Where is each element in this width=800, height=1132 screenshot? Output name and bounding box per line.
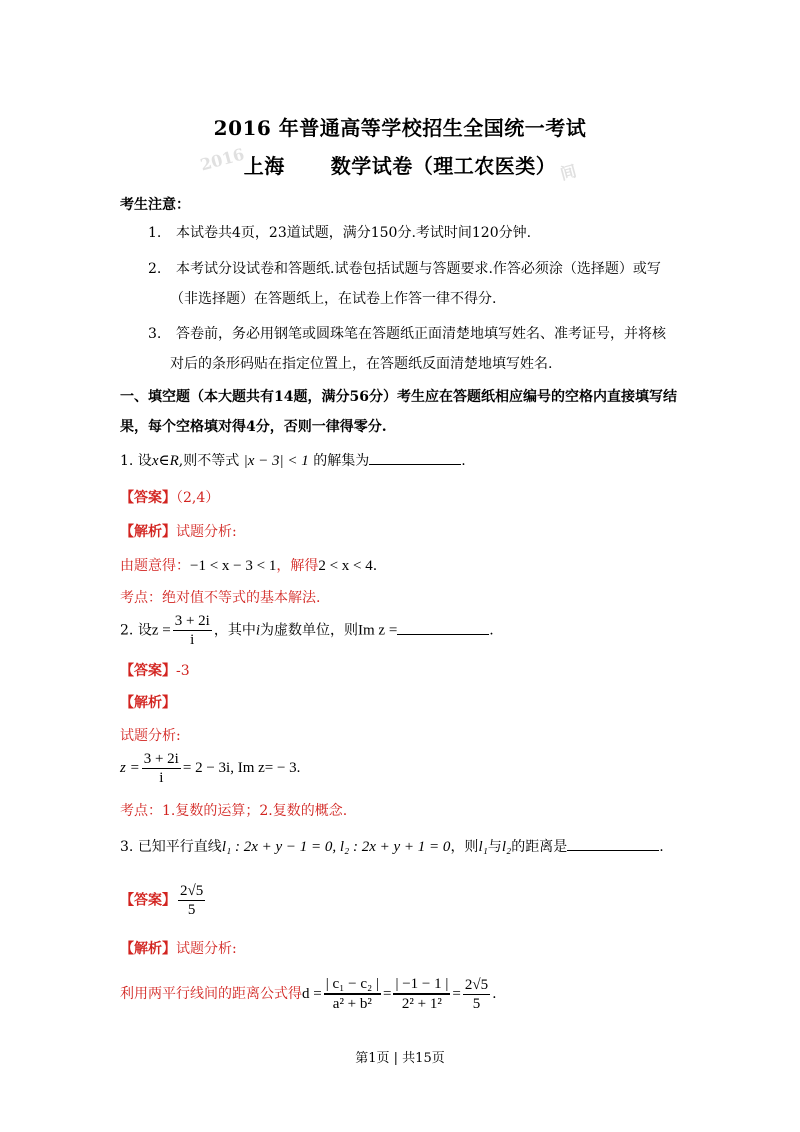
watermark-text: 间 [558, 161, 579, 184]
section-heading: 一、填空题（本大题共有14题，满分56分）考生应在答题纸相应编号的空格内直接填写结 [120, 389, 677, 405]
notice-heading: 考生注意： [120, 197, 190, 213]
notice-item-2-num: 2. [148, 261, 162, 277]
analysis-text: 试题分析: [120, 728, 181, 744]
answer-label: 【答案】 [120, 663, 176, 679]
set-expression: x∈R [151, 453, 179, 469]
analysis-line: 【解析】试题分析: [120, 941, 237, 957]
watermark-text: 2016 [198, 144, 247, 175]
notice-item-3-cont: 对后的条形码贴在指定位置上，在答题纸反面清楚地填写姓名. [170, 356, 553, 372]
fraction: $\frac{2√5}{5}$ [464, 976, 489, 1012]
answer-blank [397, 622, 489, 635]
answer-fraction: $\frac{2√5}{5}$ [180, 883, 204, 918]
notice-item-1-num: 1. [148, 225, 162, 241]
question-3: 3. 已知平行直线l₁ : 2x + y − 1 = 0, l₂ : 2x + y + 1 = 0，则l₁与l₂的距离是 . [120, 839, 664, 855]
answer-line [120, 662, 190, 680]
solution-line: z = $\frac{3 + 2i}{i}$ = 2 − 3i, Im z= − 3. [120, 751, 301, 786]
region: 上海 [243, 154, 285, 178]
analysis-label: 【解析】 [120, 941, 176, 957]
notice-item-1: 本试卷共4页，23道试题，满分150分.考试时间120分钟. [176, 225, 532, 241]
analysis-label: 【解析】 [120, 695, 176, 711]
page-subtitle [0, 150, 800, 179]
answer-value: -3 [176, 663, 190, 679]
fraction: $\frac{3 + 2i}{i}$ [174, 613, 210, 648]
kaodian: 考点：1.复数的运算；2.复数的概念. [120, 803, 348, 819]
notice-item-3: 答卷前，务必用钢笔或圆珠笔在答题纸正面清楚地填写姓名、准考证号，并将核 [176, 326, 666, 342]
answer-line [120, 882, 207, 919]
solution-line: 由题意得：−1 < x − 3 < 1，解得2 < x < 4. [120, 558, 378, 574]
analysis-label: 【解析】 [120, 524, 176, 540]
page-footer: 第1页 | 共15页 [355, 1051, 445, 1066]
answer-label: 【答案】 [120, 490, 176, 506]
solution-line: 利用两平行线间的距离公式得d = $\frac{\text{| c₁ − c₂ |}}{\text{a² + b²}}$ = $\frac{| -1 - 1 |}{\text{2² + 1²}}$ = $\frac{2√5}{5}$ . [120, 976, 497, 1012]
question-2: 2. 设z = $\frac{3 + 2i}{i}$ ，其中i为虚数单位，则Im z = . [120, 613, 494, 648]
notice-item-2: 本考试分设试卷和答题纸.试卷包括试题与答题要求.作答必须涂（选择题）或写 [176, 261, 661, 277]
fraction: $\frac{3 + 2i}{i}$ [143, 751, 179, 786]
notice-item-2-cont: （非选择题）在答题纸上，在试卷上作答一律不得分. [170, 291, 497, 307]
fraction: $\frac{| -1 - 1 |}{\text{2² + 1²}}$ [395, 976, 449, 1012]
kaodian: 考点：绝对值不等式的基本解法. [120, 590, 321, 606]
fraction: $\frac{\text{| c₁ − c₂ |}}{\text{a² + b²}}$ [325, 976, 379, 1012]
answer-blank [567, 838, 659, 851]
page-title: 2016 年普通高等学校招生全国统一考试 [213, 116, 587, 140]
paper-name: 数学试卷（理工农医类） [330, 154, 557, 178]
answer-value: （2,4） [176, 490, 220, 506]
question-1: 1. 设x∈R,则不等式 |x − 3| < 1 的解集为 . [120, 453, 466, 469]
analysis-line: 【解析】试题分析: [120, 524, 237, 540]
inequality: |x − 3| < 1 [243, 453, 309, 469]
answer-line [120, 489, 219, 507]
notice-item-3-num: 3. [148, 326, 162, 342]
answer-label: 【答案】 [120, 892, 176, 909]
line-equations: l₁ : 2x + y − 1 = 0, l₂ : 2x + y + 1 = 0 [221, 839, 451, 855]
section-heading-cont: 果，每个空格填对得4分，否则一律得零分. [120, 419, 387, 435]
answer-blank [369, 452, 461, 465]
